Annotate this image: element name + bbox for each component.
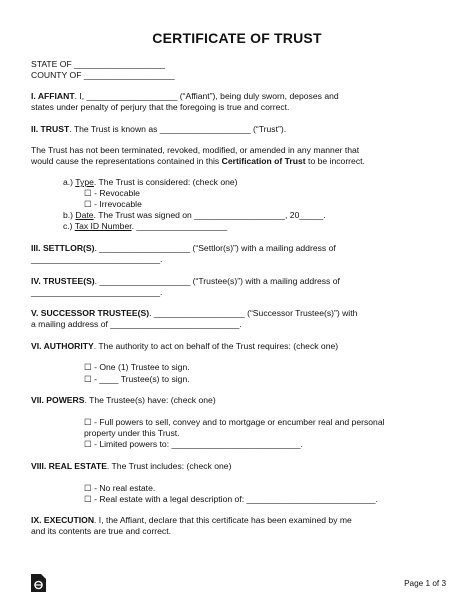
real-estate-option-legal[interactable]: ☐ - Real estate with a legal description of: ___________________________. bbox=[84, 494, 378, 504]
successor-line2: a mailing address of ___________________________. bbox=[31, 319, 242, 329]
page-number bbox=[404, 579, 446, 588]
county-field: COUNTY OF ___________________ bbox=[31, 70, 175, 80]
taxid-prefix: c.) bbox=[63, 221, 75, 231]
paragraph-line2 bbox=[31, 156, 365, 167]
authority-text: . The authority to act on behalf of the Trust requires: (check one) bbox=[93, 341, 339, 351]
real-estate-text: . The Trust includes: (check one) bbox=[106, 461, 232, 471]
paragraph-line2-bold: Certification of Trust bbox=[221, 156, 306, 166]
page-current: 1 bbox=[425, 579, 431, 588]
paragraph-line2-pre: would cause the representations contained in this bbox=[31, 156, 222, 166]
document-logo-icon bbox=[31, 574, 46, 592]
authority-heading: VI. AUTHORITY bbox=[31, 341, 94, 351]
type-text: . The Trust is considered: (check one) bbox=[93, 177, 238, 187]
date-text: . The Trust was signed on ___________________, 20_____. bbox=[93, 210, 326, 220]
date-item bbox=[63, 210, 326, 221]
type-item bbox=[63, 177, 238, 188]
taxid-text: . ___________________ bbox=[131, 221, 228, 231]
settlor-section bbox=[31, 243, 336, 254]
powers-option-full[interactable]: ☐ - Full powers to sell, convey and to mortgage or encumber real and personal bbox=[84, 417, 385, 427]
type-option-irrevocable[interactable]: ☐ - Irrevocable bbox=[84, 199, 142, 209]
powers-section bbox=[31, 395, 216, 406]
execution-heading: IX. EXECUTION bbox=[31, 515, 95, 525]
execution-line2: and its contents are true and correct. bbox=[31, 526, 171, 536]
successor-section bbox=[31, 308, 357, 319]
taxid-item bbox=[63, 221, 227, 232]
affiant-line1: . I, ___________________ (“Affiant”), being duly sworn, deposes and bbox=[74, 91, 339, 101]
trustee-section bbox=[31, 276, 340, 287]
paragraph-line1: The Trust has not been terminated, revoked, modified, or amended in any manner that bbox=[31, 145, 360, 155]
settlor-line2: ___________________________. bbox=[31, 254, 163, 264]
authority-option-one[interactable]: ☐ - One (1) Trustee to sign. bbox=[84, 362, 190, 372]
trustee-line2: ___________________________. bbox=[31, 287, 163, 297]
settlor-line1: . ___________________ (“Settlor(s)”) with a mailing address of bbox=[94, 243, 336, 253]
real-estate-heading: VIII. REAL ESTATE bbox=[31, 461, 107, 471]
real-estate-section bbox=[31, 461, 231, 472]
trustee-line1: . ___________________ (“Trustee(s)”) with a mailing address of bbox=[94, 276, 340, 286]
authority-section bbox=[31, 341, 338, 352]
affiant-heading: I. AFFIANT bbox=[31, 91, 75, 101]
settlor-heading: III. SETTLOR(S) bbox=[31, 243, 95, 253]
taxid-label: Tax ID Number bbox=[74, 221, 132, 231]
powers-text: . The Trustee(s) have: (check one) bbox=[84, 395, 216, 405]
trust-section bbox=[31, 124, 286, 135]
authority-option-multiple[interactable]: ☐ - ____ Trustee(s) to sign. bbox=[84, 374, 190, 384]
execution-line1: . I, the Affiant, declare that this certificate has been examined by me bbox=[94, 515, 352, 525]
real-estate-option-none[interactable]: ☐ - No real estate. bbox=[84, 483, 156, 493]
paragraph-line2-post: to be incorrect. bbox=[305, 156, 365, 166]
type-label: Type bbox=[75, 177, 94, 187]
powers-option-full-line2: property under this Trust. bbox=[84, 428, 180, 438]
execution-section bbox=[31, 515, 352, 526]
affiant-section bbox=[31, 91, 339, 102]
trustee-heading: IV. TRUSTEE(S) bbox=[31, 276, 95, 286]
affiant-line2: states under penalty of perjury that the foregoing is true and correct. bbox=[31, 102, 290, 112]
state-field: STATE OF ___________________ bbox=[31, 59, 165, 69]
trust-heading: II. TRUST bbox=[31, 124, 70, 134]
page-prefix: Page bbox=[404, 579, 426, 588]
successor-line1: . ___________________ (“Successor Trustee(s)”) with bbox=[149, 308, 358, 318]
type-prefix: a.) bbox=[63, 177, 76, 187]
powers-option-limited[interactable]: ☐ - Limited powers to: ___________________________. bbox=[84, 439, 303, 449]
page-title: CERTIFICATE OF TRUST bbox=[152, 30, 322, 46]
page-of: of bbox=[430, 579, 442, 588]
successor-heading: V. SUCCESSOR TRUSTEE(S) bbox=[31, 308, 150, 318]
type-option-revocable[interactable]: ☐ - Revocable bbox=[84, 188, 140, 198]
trust-text: . The Trust is known as ___________________ (“Trust”). bbox=[69, 124, 287, 134]
date-label: Date bbox=[75, 210, 94, 220]
date-prefix: b.) bbox=[63, 210, 76, 220]
page-total: 3 bbox=[441, 579, 446, 588]
powers-heading: VII. POWERS bbox=[31, 395, 85, 405]
